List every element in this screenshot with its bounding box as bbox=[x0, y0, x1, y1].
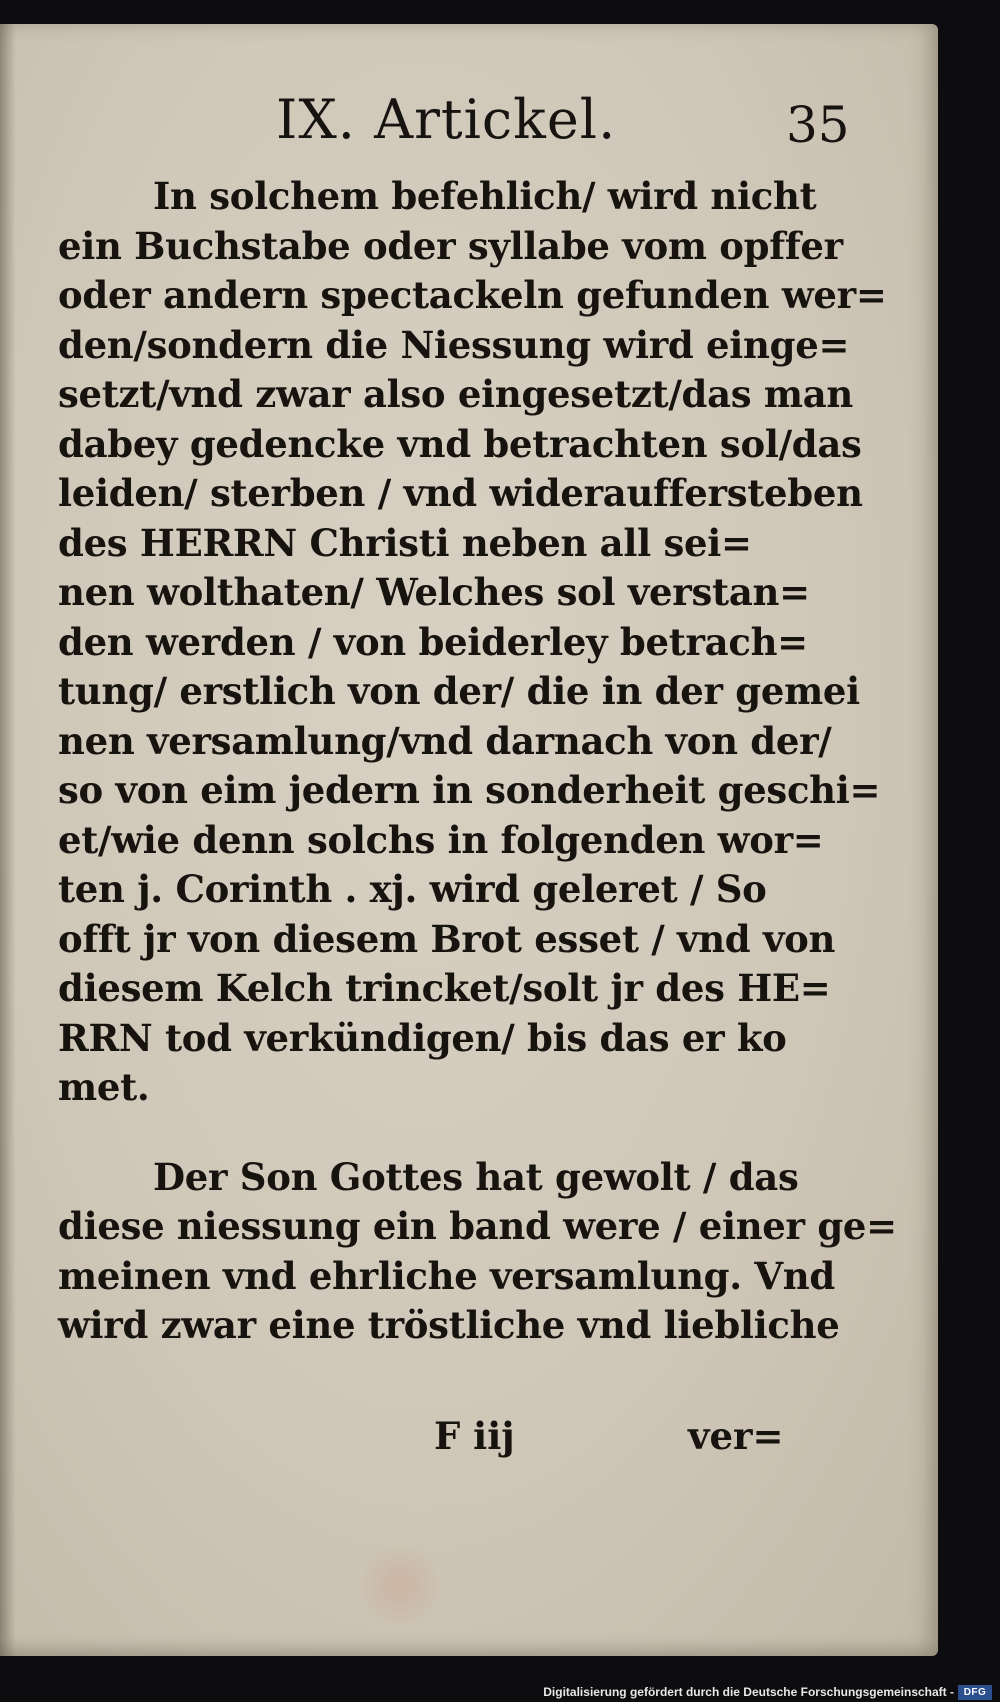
signature-mark: F iij bbox=[434, 1414, 515, 1458]
text-line: wird zwar eine tröstliche vnd liebliche bbox=[58, 1303, 840, 1347]
text-line: ten j. Corinth . xj. wird geleret / So bbox=[58, 867, 767, 911]
text-line: nen wolthaten/ Welches sol verstan= bbox=[58, 570, 810, 614]
main-text bbox=[58, 172, 897, 1351]
running-title: IX. Artickel. bbox=[276, 88, 617, 151]
text-line: des HERRN Christi neben all sei= bbox=[58, 520, 752, 565]
text-line: leiden/ sterben / vnd widerauffersteben bbox=[58, 471, 863, 515]
text-line: so von eim jedern in sonderheit geschi= bbox=[58, 768, 881, 812]
text-line: et/wie denn solchs in folgenden wor= bbox=[58, 817, 824, 862]
text-line: diesem Kelch trincket/solt jr des HE= bbox=[58, 966, 831, 1010]
text-line: setzt/vnd zwar also eingesetzt/das man bbox=[58, 372, 854, 416]
text-line: ein Buchstabe oder syllabe vom opffer bbox=[58, 223, 843, 268]
text-line: met. bbox=[58, 1065, 150, 1109]
text-line: den werden / von beiderley betrach= bbox=[58, 619, 808, 664]
text-line: RRN tod verkündigen/ bis das er ko bbox=[58, 1015, 787, 1060]
folio-number: 35 bbox=[786, 96, 850, 154]
text-line: oder andern spectackeln gefunden wer= bbox=[58, 273, 887, 317]
running-head bbox=[0, 88, 938, 168]
dfg-logo: DFG bbox=[958, 1685, 992, 1700]
paragraph-gap bbox=[58, 1113, 778, 1153]
text-line: In solchem befehlich/ wird nicht bbox=[153, 174, 817, 218]
page-gutter-shadow bbox=[0, 24, 16, 1656]
text-line: den/sondern die Niessung wird einge= bbox=[58, 322, 850, 367]
signature-line bbox=[58, 1414, 784, 1464]
funding-credit: Digitalisierung gefördert durch die Deutsche Forschungsgemeinschaft - bbox=[543, 1685, 954, 1699]
text-line: diese niessung ein band were / einer ge= bbox=[58, 1204, 897, 1248]
text-line: meinen vnd ehrliche versamlung. Vnd bbox=[58, 1253, 835, 1298]
paragraph-2 bbox=[58, 1153, 897, 1351]
page-stain bbox=[360, 1540, 440, 1630]
text-line: dabey gedencke vnd betrachten sol/das bbox=[58, 421, 862, 466]
catchword: ver= bbox=[688, 1414, 784, 1458]
text-line: nen versamlung/vnd darnach von der/ bbox=[58, 718, 832, 763]
digitization-footer bbox=[0, 1684, 1000, 1702]
text-line: Der Son Gottes hat gewolt / das bbox=[153, 1154, 799, 1199]
text-line: offt jr von diesem Brot esset / vnd von bbox=[58, 916, 836, 961]
paragraph-1 bbox=[58, 172, 887, 1113]
text-line: tung/ erstlich von der/ die in der gemei bbox=[58, 669, 860, 713]
